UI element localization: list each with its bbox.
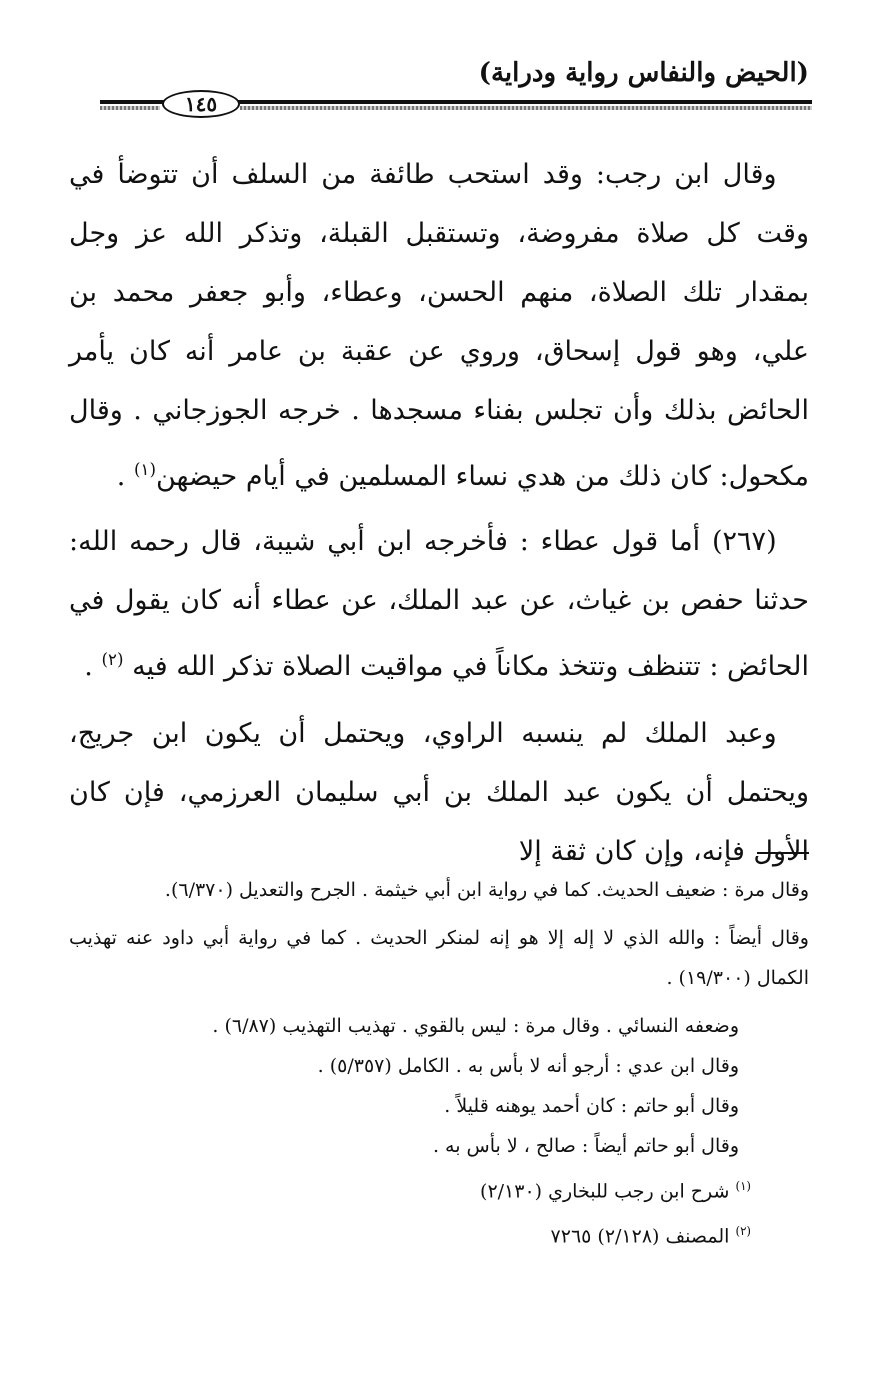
footnote-2 — [69, 1211, 809, 1256]
footnote-line: وقال مرة : ضعيف الحديث. كما في رواية ابن أبي خيثمة . الجرح والتعديل (٦/٣٧٠). — [164, 879, 809, 901]
paragraph-end-dot: . — [84, 651, 93, 682]
footnote-line: وقال أبو حاتم أيضاً : صالح ، لا بأس به . — [432, 1135, 739, 1157]
header-rule-left — [100, 100, 165, 104]
page-number: ١٤٥ — [162, 90, 240, 118]
header-rule-shade-left — [100, 106, 160, 110]
body-paragraph-2-text: (٢٦٧) أما قول عطاء : فأخرجه ابن أبي شيبة، قال رحمه الله: حدثنا حفص بن غياث، عن عبد الملك، عن عطاء أنه كان يقول في الحائض : تتنظف وتتخذ مكاناً في مواقيت الصلاة تذكر الله فيه — [69, 526, 809, 682]
body-paragraph-1-text: وقال ابن رجب: وقد استحب طائفة من السلف أن تتوضأ في وقت كل صلاة مفروضة، وتستقبل القبلة، وتذكر الله عز وجل بمقدار تلك الصلاة، منهم الحسن، وعطاء، وأبو جعفر محمد بن علي، وهو قول إسحاق، وروي عن عقبة بن عامر أنه كان يأمر الحائض بذلك وأن تجلس بفناء مسجدها . خرجه الجوزجاني . وقال مكحول: كان ذلك من هدي نساء المسلمين في أيام حيضهن — [69, 159, 809, 492]
footnote-separator — [757, 852, 809, 854]
footnote-line: وقال ابن عدي : أرجو أنه لا بأس به . الكامل (٥/٣٥٧) . — [317, 1055, 739, 1077]
footnote-2-marker: (٢) — [735, 1224, 751, 1239]
footnote-line: وقال أيضاً : والله الذي لا إله إلا هو إنه لمنكر الحديث . كما في رواية أبي داود عنه تهذيب الكمال (١٩/٣٠٠) . — [69, 927, 809, 989]
footnote-line: وقال أبو حاتم : كان أحمد يوهنه قليلاً . — [444, 1095, 739, 1117]
footnotes — [69, 870, 809, 1257]
footnote-1 — [69, 1166, 809, 1211]
main-body — [69, 145, 809, 889]
footnote-2-text: المصنف (٢/١٢٨) ٧٢٦٥ — [550, 1225, 730, 1248]
running-header-title: (الحيض والنفاس رواية ودراية) — [478, 58, 809, 88]
footnote-1-text: شرح ابن رجب للبخاري (٢/١٣٠) — [480, 1180, 730, 1203]
paragraph-end-dot: . — [116, 461, 126, 492]
body-paragraph-1 — [69, 145, 809, 506]
body-paragraph-2 — [69, 512, 809, 696]
header-rule-right — [235, 100, 812, 104]
footnote-1-marker: (١) — [735, 1179, 751, 1193]
footnote-ref-1: (١) — [133, 459, 156, 479]
footnote-line: وضعفه النسائي . وقال مرة : ليس بالقوي . تهذيب التهذيب (٦/٨٧) . — [212, 1015, 739, 1037]
header-rule-shade-right — [240, 106, 812, 110]
header-rule — [100, 88, 812, 118]
footnote-ref-2: (٢) — [101, 649, 124, 669]
body-paragraph-3: وعبد الملك لم ينسبه الراوي، ويحتمل أن يكون ابن جريج، ويحتمل أن يكون عبد الملك بن أبي سليمان العرزمي، فإن كان الأول فإنه، وإن كان ثقة إلا — [69, 718, 809, 867]
